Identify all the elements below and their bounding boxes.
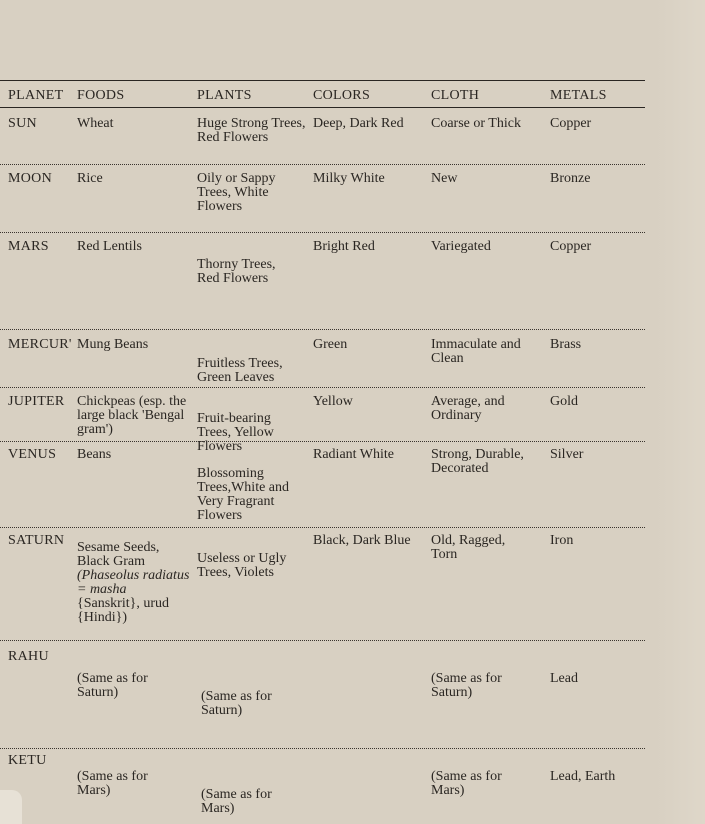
foods-cell: Wheat — [77, 116, 114, 131]
colors-cell: Deep, Dark Red — [313, 116, 404, 131]
foods-line: {Sanskrit}, urud — [77, 596, 169, 611]
planet-cell: SATURN — [8, 533, 65, 548]
thumb-shadow — [0, 790, 22, 824]
table-top-rule — [0, 80, 645, 81]
row-separator — [0, 527, 645, 528]
foods-cell: Red Lentils — [77, 239, 142, 254]
cloth-cell: (Same as for Saturn) — [431, 671, 502, 700]
header-foods: FOODS — [77, 88, 125, 103]
plants-cell: (Same as for Mars) — [201, 787, 272, 816]
header-planet: PLANET — [8, 88, 64, 103]
row-separator — [0, 640, 645, 641]
foods-cell: (Same as for Saturn) — [77, 671, 148, 700]
metals-cell: Bronze — [550, 171, 591, 186]
plants-cell: Useless or Ugly Trees, Violets — [197, 551, 287, 580]
cloth-cell: New — [431, 171, 458, 186]
colors-cell: Radiant White — [313, 447, 394, 462]
planet-cell: SUN — [8, 116, 37, 131]
foods-cell: Mung Beans — [77, 337, 149, 352]
foods-cell: (Same as for Mars) — [77, 769, 148, 798]
cloth-cell: Average, and Ordinary — [431, 394, 505, 423]
foods-line: = masha — [77, 582, 127, 597]
row-separator — [0, 329, 645, 330]
metals-cell: Iron — [550, 533, 574, 548]
metals-cell: Silver — [550, 447, 584, 462]
planet-cell: MOON — [8, 171, 52, 186]
cloth-cell: Immaculate and Clean — [431, 337, 521, 366]
planet-cell: RAHU — [8, 649, 49, 664]
foods-cell — [77, 541, 189, 625]
paper-edge-shading — [655, 0, 705, 824]
plants-cell: Blossoming Trees,White and Very Fragrant Flowers — [197, 466, 290, 523]
header-colors: COLORS — [313, 88, 371, 103]
metals-cell: Lead, Earth — [550, 769, 616, 784]
plants-cell: (Same as for Saturn) — [201, 689, 272, 718]
foods-line: (Phaseolus radiatus — [77, 568, 190, 583]
row-separator — [0, 748, 645, 749]
colors-cell: Milky White — [313, 171, 385, 186]
row-separator — [0, 232, 645, 233]
cloth-cell: (Same as for Mars) — [431, 769, 502, 798]
header-metals: METALS — [550, 88, 607, 103]
planet-cell: VENUS — [8, 447, 57, 462]
row-separator — [0, 387, 645, 388]
foods-line: Sesame Seeds, — [77, 540, 160, 555]
plants-cell: Huge Strong Trees, Red Flowers — [197, 116, 306, 145]
planet-cell: MERCUR' — [8, 337, 72, 352]
metals-cell: Lead — [550, 671, 578, 686]
metals-cell: Gold — [550, 394, 578, 409]
cloth-cell: Coarse or Thick — [431, 116, 521, 131]
plants-cell: Oily or Sappy Trees, White Flowers — [197, 171, 276, 214]
foods-line: {Hindi}) — [77, 610, 127, 625]
colors-cell: Bright Red — [313, 239, 375, 254]
planet-cell: MARS — [8, 239, 49, 254]
colors-cell: Green — [313, 337, 348, 352]
foods-cell: Beans — [77, 447, 112, 462]
header-plants: PLANTS — [197, 88, 252, 103]
plants-cell: Fruitless Trees, Green Leaves — [197, 356, 283, 385]
planet-cell: JUPITER — [8, 394, 65, 409]
foods-line: Black Gram — [77, 554, 146, 569]
colors-cell: Black, Dark Blue — [313, 533, 411, 548]
cloth-cell: Strong, Durable, Decorated — [431, 447, 524, 476]
planet-cell: KETU — [8, 753, 47, 768]
cloth-cell: Variegated — [431, 239, 491, 254]
colors-cell: Yellow — [313, 394, 353, 409]
cloth-cell: Old, Ragged, Torn — [431, 533, 506, 562]
plants-cell: Thorny Trees, Red Flowers — [197, 257, 276, 286]
plants-cell: Fruit-bearing Trees, Yellow Flowers — [197, 411, 274, 454]
metals-cell: Brass — [550, 337, 582, 352]
row-separator — [0, 441, 645, 442]
metals-cell: Copper — [550, 239, 592, 254]
row-separator — [0, 164, 645, 165]
header-rule — [0, 107, 645, 108]
metals-cell: Copper — [550, 116, 592, 131]
header-cloth: CLOTH — [431, 88, 480, 103]
foods-cell: Rice — [77, 171, 103, 186]
foods-cell: Chickpeas (esp. the large black 'Bengal gram') — [77, 394, 187, 437]
